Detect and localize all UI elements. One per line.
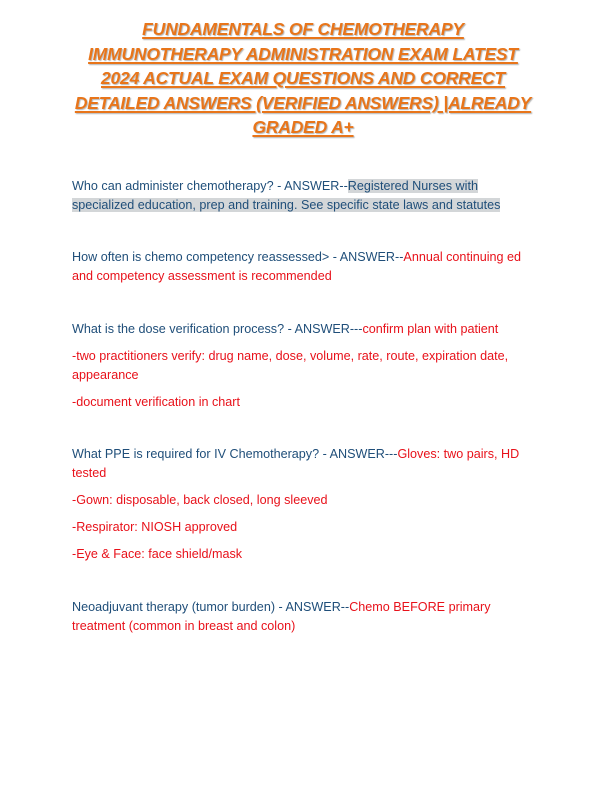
- highlighted-answer: Registered Nurses with: [347, 179, 478, 193]
- title-line: GRADED A+: [252, 117, 354, 137]
- title-line: 2024 ACTUAL EXAM QUESTIONS AND CORRECT: [100, 68, 506, 88]
- answer-paragraph: [72, 347, 542, 385]
- highlighted-answer: specialized education, prep and training. See specific state laws and statutes: [72, 198, 501, 212]
- qa-paragraph: [72, 445, 542, 483]
- answer-text: -Eye & Face: face shield/mask: [72, 547, 243, 561]
- answer-text: and competency assessment is recommended: [72, 269, 332, 283]
- title-line: DETAILED ANSWERS (VERIFIED ANSWERS) |ALREADY: [74, 92, 532, 113]
- qa-paragraph: [72, 177, 542, 215]
- document-title: [40, 17, 566, 140]
- answer-paragraph: [72, 518, 542, 537]
- answer-text: Gloves: two pairs, HD: [397, 447, 520, 461]
- qa-item: [72, 248, 542, 286]
- qa-item: [72, 598, 542, 636]
- qa-paragraph: [72, 320, 542, 339]
- qa-paragraph: [72, 248, 542, 286]
- title-line: FUNDAMENTALS OF CHEMOTHERAPY: [142, 19, 464, 39]
- answer-text: -Gown: disposable, back closed, long sleeved: [72, 493, 328, 507]
- answer-paragraph: [72, 545, 542, 564]
- answer-text: treatment (common in breast and colon): [72, 619, 296, 633]
- question-text: What PPE is required for IV Chemotherapy? - ANSWER---: [72, 447, 398, 461]
- answer-text: Annual continuing ed: [403, 250, 522, 264]
- answer-text: Chemo BEFORE primary: [349, 600, 491, 614]
- qa-paragraph: [72, 598, 542, 636]
- qa-item: [72, 177, 542, 215]
- question-text: Who can administer chemotherapy? - ANSWER--: [72, 179, 348, 193]
- title-line: IMMUNOTHERAPY ADMINISTRATION EXAM LATEST: [88, 43, 518, 64]
- answer-text: -Respirator: NIOSH approved: [72, 520, 238, 534]
- answer-text: appearance: [72, 368, 139, 382]
- answer-paragraph: [72, 491, 542, 510]
- answer-text: tested: [72, 466, 107, 480]
- question-text: What is the dose verification process? - ANSWER---: [72, 322, 363, 336]
- question-text: Neoadjuvant therapy (tumor burden) - ANSWER--: [72, 600, 350, 614]
- answer-text: -two practitioners verify: drug name, dose, volume, rate, route, expiration date,: [72, 349, 509, 363]
- answer-text: confirm plan with patient: [362, 322, 499, 336]
- qa-item: [72, 445, 542, 564]
- qa-item: [72, 320, 542, 412]
- question-text: How often is chemo competency reassessed> - ANSWER--: [72, 250, 404, 264]
- answer-paragraph: [72, 393, 542, 412]
- answer-text: -document verification in chart: [72, 395, 240, 409]
